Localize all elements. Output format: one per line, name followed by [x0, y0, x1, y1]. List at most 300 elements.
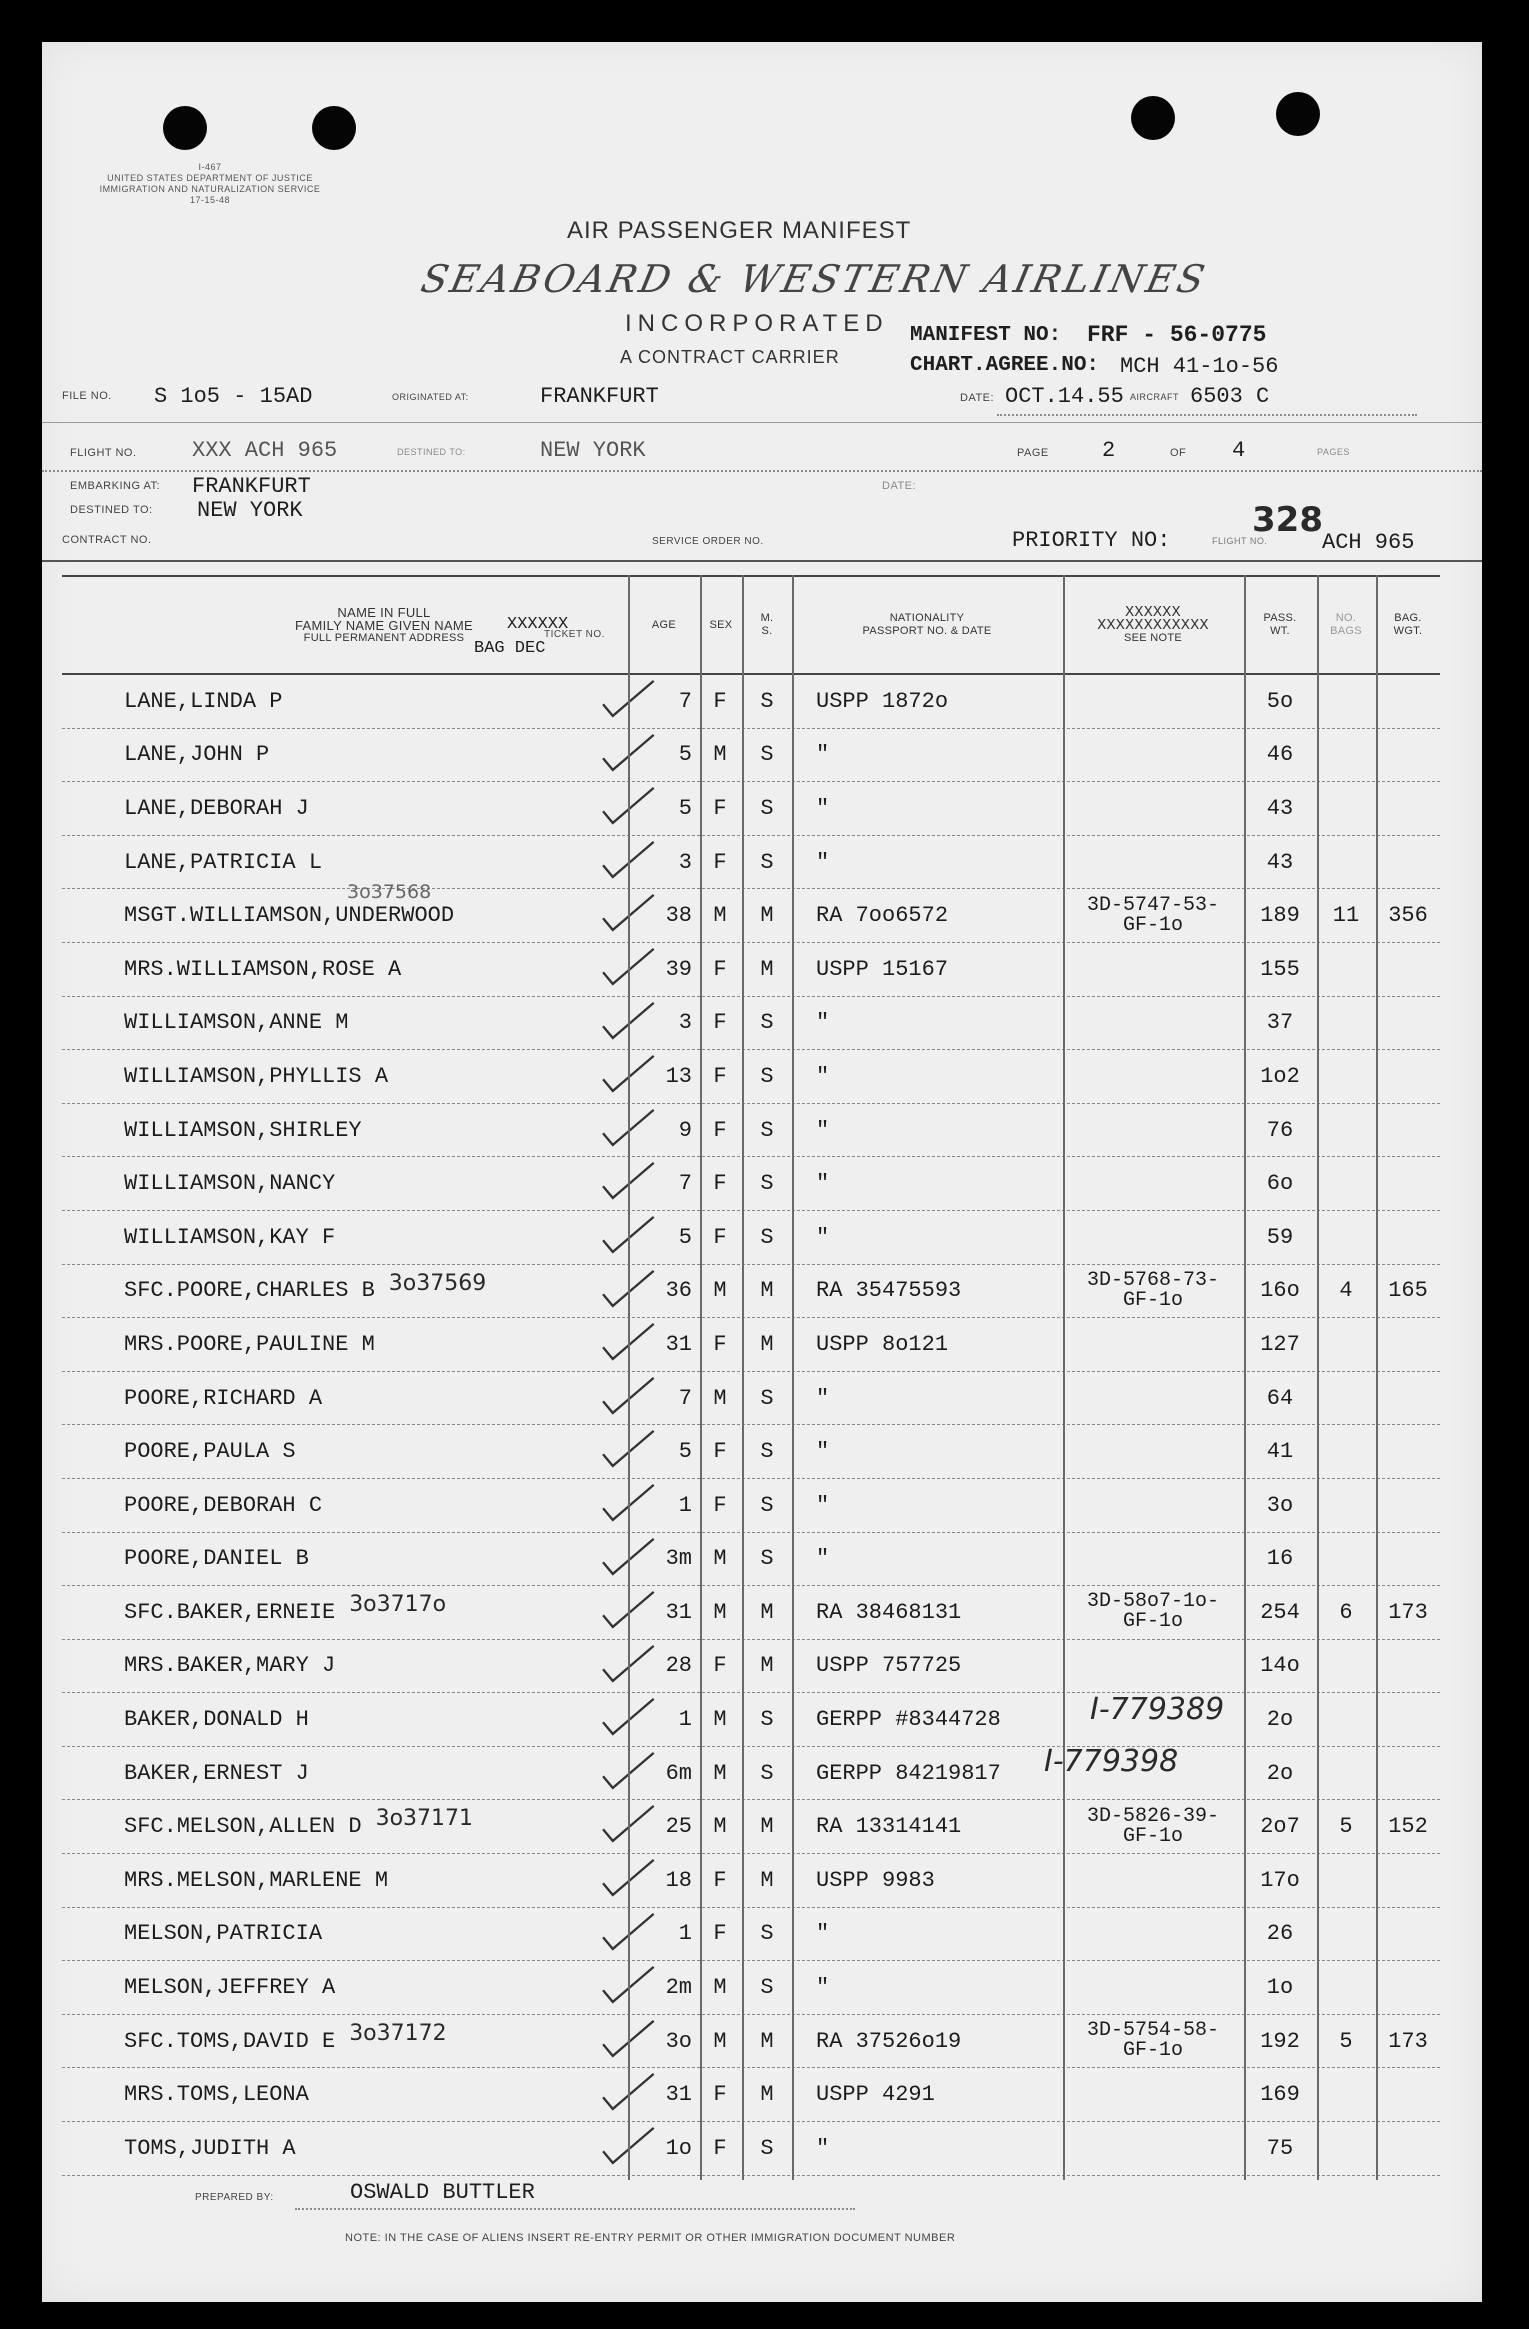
originated-label: ORIGINATED AT:: [392, 392, 469, 402]
passenger-passport: USPP 1872o: [816, 688, 949, 714]
passenger-bag-weight: [1376, 2122, 1440, 2175]
table-row: [62, 836, 1440, 890]
passenger-marital-status: S: [760, 1707, 774, 1733]
col-name-line1: NAME IN FULL: [337, 604, 431, 620]
passenger-marital-status: S: [760, 742, 774, 768]
note-orders: 3D-5754-58-: [1086, 2019, 1220, 2043]
passenger-weight: 16o: [1260, 1278, 1300, 1304]
originated-value: FRANKFURT: [540, 384, 659, 409]
col-bagwt-line2: WGT.: [1393, 625, 1423, 637]
passenger-note: [1063, 1961, 1243, 2014]
check-mark-icon: [582, 1211, 702, 1264]
file-no-value: S 1o5 - 15AD: [154, 384, 313, 409]
passenger-bag-count: [1317, 1104, 1375, 1157]
destined-label: DESTINED TO:: [397, 447, 466, 457]
passenger-name: MELSON,PATRICIA: [124, 1921, 323, 1947]
punch-hole: [1131, 96, 1175, 140]
check-mark-icon: [582, 1104, 702, 1157]
passenger-marital-status: M: [760, 1653, 774, 1679]
check-mark-icon: [582, 675, 702, 728]
passenger-age: 38: [665, 903, 692, 929]
passenger-sex: F: [713, 1171, 727, 1197]
pages-label: PAGES: [1317, 447, 1350, 457]
col-nat-line2: PASSPORT NO. & DATE: [862, 625, 992, 637]
passenger-marital-status: S: [760, 849, 774, 875]
check-mark-icon: [582, 2068, 702, 2121]
form-stamp: [80, 162, 340, 206]
col-sex-header: SEX: [709, 618, 733, 631]
passenger-age: 9: [678, 1117, 692, 1143]
note-reference: GF-1o: [1122, 1610, 1183, 1634]
passenger-note: [1063, 1050, 1243, 1103]
passenger-bag-count: [1317, 1050, 1375, 1103]
passenger-name: MELSON,JEFFREY A: [124, 1975, 336, 2001]
passenger-weight: 17o: [1260, 1867, 1300, 1893]
passenger-bag-weight: [1376, 943, 1440, 996]
passenger-note: [1063, 997, 1243, 1050]
passenger-weight: 2o7: [1260, 1814, 1300, 1840]
passenger-note: [1063, 836, 1243, 889]
passenger-age: 5: [678, 1439, 692, 1465]
passenger-name: SFC.BAKER,ERNEIE: [124, 1599, 336, 1625]
passenger-weight: 5o: [1266, 688, 1294, 714]
passenger-note: [1063, 1479, 1243, 1532]
passenger-weight: 75: [1266, 2135, 1294, 2161]
check-mark-icon: [582, 1747, 702, 1800]
passenger-sex: M: [713, 1385, 727, 1411]
form-title: AIR PASSENGER MANIFEST: [567, 217, 912, 244]
stamp-line: I-467: [198, 162, 222, 172]
col-note-header: [1063, 577, 1243, 673]
company-name: SEABOARD & WESTERN AIRLINES: [417, 257, 1212, 301]
passenger-bag-weight: [1376, 1104, 1440, 1157]
passenger-passport: RA 13314141: [816, 1814, 962, 1840]
passenger-note: [1063, 1908, 1243, 1961]
prepared-by-value: OSWALD BUTTLER: [350, 2180, 535, 2205]
passenger-name: MRS.WILLIAMSON,ROSE A: [124, 956, 402, 982]
passenger-age: 3o: [665, 2028, 692, 2054]
passenger-age: 39: [665, 956, 692, 982]
note-reference: GF-1o: [1122, 1824, 1183, 1848]
destined-to-label: DESTINED TO:: [70, 504, 153, 516]
passenger-note: [1063, 1854, 1243, 1907]
passenger-passport: ": [816, 2135, 830, 2161]
passenger-bag-weight: [1376, 997, 1440, 1050]
passenger-weight: 59: [1266, 1224, 1294, 1250]
passenger-passport: ": [816, 1546, 830, 1572]
column-divider: [1244, 575, 1246, 2180]
table-row: [62, 881, 1440, 943]
passenger-bag-weight: [1376, 729, 1440, 782]
passenger-sex: M: [713, 2028, 727, 2054]
passenger-age: 5: [678, 1224, 692, 1250]
passenger-age: 5: [678, 742, 692, 768]
check-mark-icon: [582, 729, 702, 782]
date2-label: DATE:: [882, 480, 917, 492]
check-mark-icon: [582, 1157, 702, 1210]
passenger-name: WILLIAMSON,ANNE M: [124, 1010, 349, 1036]
passenger-name: SFC.TOMS,DAVID E: [124, 2028, 336, 2054]
chart-agree-value: MCH 41-1o-56: [1120, 354, 1279, 379]
passenger-bag-count: [1317, 675, 1375, 728]
table-row: [62, 1050, 1440, 1104]
priority-label: PRIORITY NO:: [1012, 528, 1171, 553]
passenger-bag-weight: 165: [1388, 1278, 1428, 1304]
passenger-marital-status: S: [760, 1439, 774, 1465]
note-orders: 3D-5826-39-: [1086, 1804, 1220, 1828]
passenger-weight: 14o: [1260, 1653, 1300, 1679]
aircraft-value: 6503 C: [1190, 384, 1270, 409]
passenger-bag-weight: [1376, 1854, 1440, 1907]
passenger-bag-weight: [1376, 1961, 1440, 2014]
passenger-name: POORE,PAULA S: [124, 1439, 296, 1465]
passenger-bag-count: [1317, 1640, 1375, 1693]
passenger-passport: ": [816, 1439, 830, 1465]
passenger-passport: RA 7oo6572: [816, 903, 949, 929]
table-row: [62, 1693, 1440, 1747]
passenger-sex: F: [713, 1063, 727, 1089]
passenger-age: 36: [665, 1278, 692, 1304]
passenger-bag-weight: 173: [1388, 1599, 1428, 1625]
passenger-passport: ": [816, 742, 830, 768]
passenger-name: MSGT.WILLIAMSON,UNDERWOOD: [124, 903, 455, 929]
passenger-age: 7: [678, 1385, 692, 1411]
passenger-passport: RA 38468131: [816, 1599, 962, 1625]
passenger-sex: F: [713, 1439, 727, 1465]
note-reference: GF-1o: [1122, 913, 1183, 937]
passenger-age: 5: [678, 795, 692, 821]
passenger-age: 25: [665, 1814, 692, 1840]
passenger-bag-count: [1317, 1318, 1375, 1371]
passenger-marital-status: M: [760, 1814, 774, 1840]
check-mark-icon: [582, 1800, 702, 1853]
table-row: [62, 1157, 1440, 1211]
passenger-name: LANE,DEBORAH J: [124, 795, 309, 821]
col-bagwt-line1: BAG.: [1394, 612, 1422, 624]
passenger-sex: M: [713, 903, 727, 929]
table-row: [62, 1372, 1440, 1426]
passenger-name: TOMS,JUDITH A: [124, 2135, 296, 2161]
file-no-label: FILE NO.: [62, 390, 112, 402]
table-row: [62, 1586, 1440, 1640]
passenger-bag-count: [1317, 1693, 1375, 1746]
passenger-sex: M: [713, 1975, 727, 2001]
passenger-bag-weight: [1376, 1318, 1440, 1371]
passenger-name: BAKER,DONALD H: [124, 1707, 309, 1733]
table-row: [62, 729, 1440, 783]
date-label: DATE:: [960, 392, 995, 404]
passenger-weight: 3o: [1266, 1492, 1294, 1518]
passenger-weight: 64: [1266, 1385, 1294, 1411]
col-note-line1: XXXXXX: [1125, 603, 1181, 621]
flight-no2-label: FLIGHT NO.: [1212, 536, 1268, 546]
passenger-bag-count: [1317, 836, 1375, 889]
passenger-sex: F: [713, 1867, 727, 1893]
check-mark-icon: [582, 1318, 702, 1371]
table-row: [62, 1104, 1440, 1158]
passenger-sex: F: [713, 1010, 727, 1036]
passenger-bag-count: [1317, 1479, 1375, 1532]
table-row: [62, 1961, 1440, 2015]
column-divider: [742, 575, 744, 2180]
passenger-age: 31: [665, 1331, 692, 1357]
passenger-age: 6m: [665, 1760, 692, 1786]
passenger-marital-status: S: [760, 1063, 774, 1089]
check-mark-icon: [582, 1372, 702, 1425]
passenger-bag-weight: [1376, 836, 1440, 889]
passenger-marital-status: S: [760, 1385, 774, 1411]
passenger-name: LANE,LINDA P: [124, 688, 283, 714]
embarking-label: EMBARKING AT:: [70, 480, 161, 492]
passenger-weight: 2o: [1266, 1760, 1294, 1786]
check-mark-icon: [582, 2015, 702, 2068]
passenger-note: [1063, 1157, 1243, 1210]
table-row: [62, 1533, 1440, 1587]
passenger-bag-weight: [1376, 1050, 1440, 1103]
passenger-bag-count: [1317, 1533, 1375, 1586]
passenger-bag-count: [1317, 2068, 1375, 2121]
passenger-weight: 2o: [1266, 1707, 1294, 1733]
passenger-name: MRS.BAKER,MARY J: [124, 1653, 336, 1679]
passenger-note: [1063, 1104, 1243, 1157]
passenger-sex: F: [713, 956, 727, 982]
passenger-bag-weight: [1376, 1640, 1440, 1693]
passenger-age: 7: [678, 1171, 692, 1197]
flight-underline: [42, 470, 1482, 472]
passenger-bag-count: [1317, 2122, 1375, 2175]
table-row: [62, 1747, 1440, 1801]
table-row: [62, 1800, 1440, 1854]
check-mark-icon: [582, 1693, 702, 1746]
passenger-bag-count: [1317, 729, 1375, 782]
passenger-sex: M: [713, 1814, 727, 1840]
col-name-line2: FAMILY NAME GIVEN NAME: [294, 617, 474, 633]
col-bagdec-header: BAG DEC: [474, 639, 546, 658]
check-mark-icon: [582, 1050, 702, 1103]
passenger-note: [1063, 782, 1243, 835]
passenger-bag-count: [1317, 1157, 1375, 1210]
contract-label: CONTRACT NO.: [62, 534, 152, 546]
passenger-weight: 43: [1266, 849, 1294, 875]
table-row: [62, 2122, 1440, 2176]
passenger-serial-number: 3o37171: [375, 1806, 474, 1832]
passenger-sex: F: [713, 1653, 727, 1679]
passenger-marital-status: S: [760, 1760, 774, 1786]
passenger-bag-weight: [1376, 782, 1440, 835]
check-mark-icon: [582, 1640, 702, 1693]
passenger-bag-count: [1317, 1211, 1375, 1264]
passenger-sex: F: [713, 688, 727, 714]
passenger-sex: F: [713, 1921, 727, 1947]
col-passwt-header: [1244, 577, 1316, 673]
col-ms-line1: M.: [760, 612, 774, 624]
passenger-marital-status: S: [760, 795, 774, 821]
passenger-sex: M: [713, 742, 727, 768]
passenger-sex: F: [713, 2135, 727, 2161]
column-divider: [1376, 575, 1378, 2180]
passenger-name: BAKER,ERNEST J: [124, 1760, 309, 1786]
passenger-name: MRS.MELSON,MARLENE M: [124, 1867, 389, 1893]
incorporated-label: INCORPORATED: [625, 310, 889, 337]
passenger-passport: USPP 15167: [816, 956, 949, 982]
col-nationality-header: [792, 577, 1062, 673]
passenger-serial-number: 3o37568: [347, 881, 432, 904]
header-rule: [42, 560, 1482, 562]
passenger-passport: USPP 8o121: [816, 1331, 949, 1357]
passenger-age: 1: [678, 1492, 692, 1518]
passenger-marital-status: M: [760, 2028, 774, 2054]
passenger-passport: ": [816, 1063, 830, 1089]
passenger-age: 18: [665, 1867, 692, 1893]
passenger-passport: ": [816, 1117, 830, 1143]
prepared-underline: [295, 2208, 855, 2210]
date-value: OCT.14.55: [1005, 384, 1124, 409]
passenger-weight: 254: [1260, 1599, 1300, 1625]
passenger-weight: 43: [1266, 795, 1294, 821]
check-mark-icon: [582, 1586, 702, 1639]
passenger-marital-status: M: [760, 1278, 774, 1304]
passenger-bag-count: [1317, 1747, 1375, 1800]
table-row: [62, 1211, 1440, 1265]
passenger-age: 13: [665, 1063, 692, 1089]
passenger-marital-status: S: [760, 2135, 774, 2161]
passenger-marital-status: M: [760, 2082, 774, 2108]
passenger-bag-weight: 173: [1388, 2028, 1428, 2054]
check-mark-icon: [582, 1533, 702, 1586]
passenger-age: 28: [665, 1653, 692, 1679]
passenger-bag-count: [1317, 1961, 1375, 2014]
passenger-bag-count: 6: [1339, 1599, 1353, 1625]
flight-no-value: XXX ACH 965: [192, 438, 338, 463]
column-divider: [700, 575, 702, 2180]
passenger-marital-status: S: [760, 1546, 774, 1572]
passenger-note: [1063, 943, 1243, 996]
passenger-passport: ": [816, 1224, 830, 1250]
passenger-note: [1063, 2122, 1243, 2175]
passenger-age: 31: [665, 1599, 692, 1625]
passenger-sex: F: [713, 795, 727, 821]
passenger-name: WILLIAMSON,NANCY: [124, 1171, 336, 1197]
passenger-name: POORE,DEBORAH C: [124, 1492, 323, 1518]
table-row: [62, 1265, 1440, 1319]
passenger-marital-status: S: [760, 1117, 774, 1143]
contract-carrier-label: A CONTRACT CARRIER: [620, 347, 840, 367]
check-mark-icon: [582, 1265, 702, 1318]
header-rule: [42, 422, 1482, 423]
table-header: [62, 575, 1440, 675]
passenger-age: 3m: [665, 1546, 692, 1572]
passenger-sex: M: [713, 1760, 727, 1786]
check-mark-icon: [582, 1425, 702, 1478]
passenger-marital-status: S: [760, 1171, 774, 1197]
passenger-marital-status: M: [760, 1867, 774, 1893]
passenger-sex: M: [713, 1546, 727, 1572]
passenger-marital-status: M: [760, 956, 774, 982]
passenger-note: [1063, 1533, 1243, 1586]
alien-registration-annotation: I-779389: [1090, 1692, 1225, 1727]
passenger-sex: M: [713, 1278, 727, 1304]
passenger-bag-count: [1317, 1854, 1375, 1907]
passenger-bag-weight: [1376, 1157, 1440, 1210]
passenger-age: 7: [678, 688, 692, 714]
passenger-bag-weight: 152: [1388, 1814, 1428, 1840]
col-note-line3: SEE NOTE: [1123, 631, 1183, 644]
passenger-passport: GERPP 84219817: [816, 1760, 1001, 1786]
passenger-bag-weight: [1376, 1211, 1440, 1264]
passenger-weight: 127: [1260, 1331, 1300, 1357]
passenger-sex: F: [713, 1117, 727, 1143]
note-reference: GF-1o: [1122, 1288, 1183, 1312]
passenger-sex: M: [713, 1599, 727, 1625]
passenger-note: [1063, 1265, 1243, 1318]
passenger-bag-weight: [1376, 1425, 1440, 1478]
aircraft-label: AIRCRAFT: [1130, 392, 1179, 402]
of-value: 4: [1232, 438, 1246, 463]
passenger-sex: F: [713, 849, 727, 875]
col-ms-line2: S.: [761, 625, 773, 637]
passenger-bag-count: [1317, 1908, 1375, 1961]
check-mark-icon: [582, 1479, 702, 1532]
passenger-age: 1: [678, 1707, 692, 1733]
passenger-name: MRS.TOMS,LEONA: [124, 2082, 309, 2108]
passenger-weight: 41: [1266, 1439, 1294, 1465]
passenger-sex: F: [713, 2082, 727, 2108]
col-bags-line2: BAGS: [1330, 625, 1362, 637]
col-ms-header: [742, 577, 792, 673]
passenger-weight: 189: [1260, 903, 1300, 929]
table-body: [62, 675, 1440, 2176]
note-reference: GF-1o: [1122, 2039, 1183, 2063]
passenger-age: 3: [678, 849, 692, 875]
table-row: [62, 782, 1440, 836]
passenger-bag-weight: 356: [1388, 903, 1428, 929]
punch-hole: [312, 106, 356, 150]
table-row: [62, 2068, 1440, 2122]
table-row: [62, 1908, 1440, 1962]
col-ticket-xx: XXXXXX: [507, 615, 569, 634]
handwritten-number: 328: [1252, 500, 1323, 540]
col-nat-line1: NATIONALITY: [889, 612, 965, 624]
passenger-name: LANE,JOHN P: [124, 742, 270, 768]
passenger-bag-weight: [1376, 1533, 1440, 1586]
passenger-name: POORE,DANIEL B: [124, 1546, 309, 1572]
passenger-name: MRS.POORE,PAULINE M: [124, 1331, 375, 1357]
passenger-weight: 155: [1260, 956, 1300, 982]
prepared-by-label: PREPARED BY:: [195, 2192, 274, 2203]
passenger-passport: ": [816, 1385, 830, 1411]
passenger-bag-count: 11: [1332, 903, 1360, 929]
table-row: [62, 997, 1440, 1051]
stamp-line: UNITED STATES DEPARTMENT OF JUSTICE: [107, 173, 313, 183]
col-bags-header: [1317, 577, 1375, 673]
table-row: [62, 943, 1440, 997]
table-row: [62, 1640, 1440, 1694]
passenger-age: 3: [678, 1010, 692, 1036]
col-name-line3: FULL PERMANENT ADDRESS: [303, 631, 465, 644]
check-mark-icon: [582, 836, 702, 889]
note-orders: 3D-5768-73-: [1086, 1268, 1220, 1292]
check-mark-icon: [582, 2122, 702, 2175]
passenger-bag-weight: [1376, 675, 1440, 728]
passenger-bag-weight: [1376, 1747, 1440, 1800]
punch-hole: [1276, 92, 1320, 136]
embarking-value: FRANKFURT: [192, 474, 311, 499]
table-row: [62, 1854, 1440, 1908]
passenger-weight: 76: [1266, 1117, 1294, 1143]
passenger-weight: 26: [1266, 1921, 1294, 1947]
passenger-note: [1063, 1800, 1243, 1853]
col-bags-line1: NO.: [1335, 612, 1357, 624]
